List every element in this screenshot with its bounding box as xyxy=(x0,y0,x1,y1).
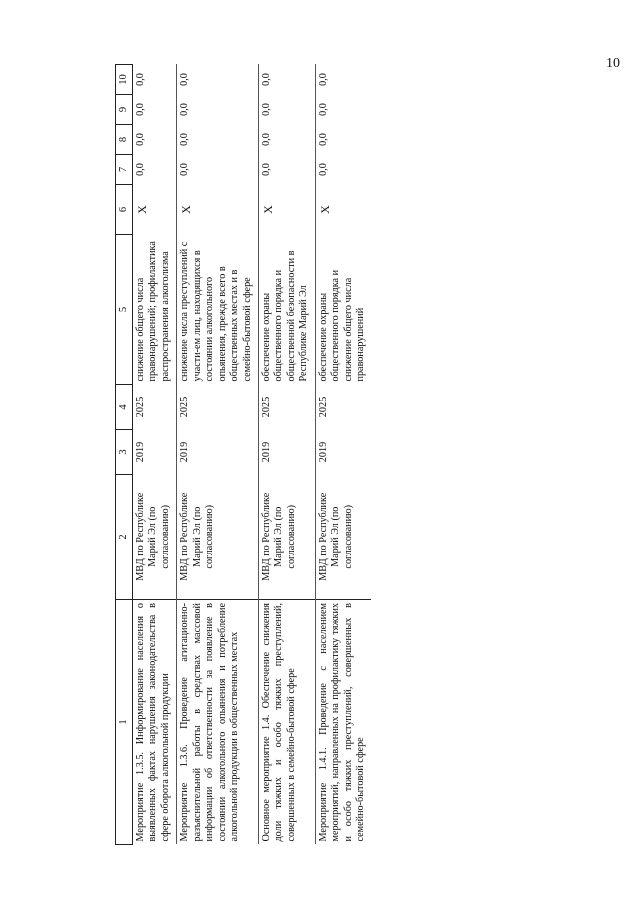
measure-name: Мероприятие 1.3.6. Проведение агитационно-разъяснительной работы в средствах массовой информации об ответственности за появление в состоянии алкогольного опьянения и потребление алкогольной продукции в общественных местах xyxy=(177,600,259,845)
expected-result: обеспечение охраны общественного порядка и общественной безопасности в Республике Марий Эл xyxy=(258,235,315,385)
column-header: 1 xyxy=(116,600,133,845)
table-row xyxy=(258,65,315,845)
value-col-7: 0,0 xyxy=(177,155,259,185)
executor: МВД по Республике Марий Эл (по согласованию) xyxy=(317,492,354,581)
column-header: 8 xyxy=(116,125,133,155)
table-row xyxy=(177,65,259,845)
measure-name: Мероприятие 1.4.1. Проведение с населением мероприятий, направленных на профилактику тяжких и особо тяжких преступлений, совершенных в семейно-бытовой сфере xyxy=(315,600,371,845)
executor: МВД по Республике Марий Эл (по согласованию) xyxy=(177,475,259,600)
start-year: 2019 xyxy=(317,441,329,463)
value-col-8: 0,0 xyxy=(133,125,177,155)
budget-code: Х xyxy=(258,185,315,235)
value-col-10: 0,0 xyxy=(317,73,329,86)
value-col-9: 0,0 xyxy=(258,95,315,125)
value-col-7: 0,0 xyxy=(258,155,315,185)
table-row xyxy=(315,65,371,845)
start-year: 2019 xyxy=(133,430,177,475)
column-header: 10 xyxy=(116,65,133,95)
column-header: 5 xyxy=(116,235,133,385)
end-year: 2025 xyxy=(133,385,177,430)
expected-result: обеспечение охраны общественного порядка и снижение общего числа правонарушений xyxy=(317,269,366,382)
end-year: 2025 xyxy=(317,396,329,418)
value-col-10: 0,0 xyxy=(133,65,177,95)
column-header: 7 xyxy=(116,155,133,185)
column-header: 6 xyxy=(116,185,133,235)
column-header: 9 xyxy=(116,95,133,125)
measure-name: Основное мероприятие 1.4. Обеспечение снижения доли тяжких и особо тяжких преступлений, совершенных в семейно-бытовой сфере xyxy=(258,600,315,845)
column-header: 4 xyxy=(116,385,133,430)
executor: МВД по Республике Марий Эл (по согласованию) xyxy=(258,475,315,600)
program-measures-table xyxy=(115,64,371,845)
executor: МВД по Республике Марий Эл (по согласованию) xyxy=(133,475,177,600)
value-col-7: 0,0 xyxy=(133,155,177,185)
start-year: 2019 xyxy=(258,430,315,475)
value-col-10: 0,0 xyxy=(258,65,315,95)
value-col-9: 0,0 xyxy=(133,95,177,125)
end-year: 2025 xyxy=(258,385,315,430)
rotated-table-container xyxy=(115,65,535,845)
value-col-9: 0,0 xyxy=(317,103,329,116)
value-col-8: 0,0 xyxy=(177,125,259,155)
column-header: 2 xyxy=(116,475,133,600)
budget-code: Х xyxy=(317,205,332,214)
value-col-9: 0,0 xyxy=(177,95,259,125)
expected-result: снижение общего числа правонарушений; профилактика распространения алкоголизма xyxy=(133,235,177,385)
value-col-8: 0,0 xyxy=(317,133,329,146)
expected-result: снижение числа преступлений с участи-ем лиц, находящихся в состоянии алкогольного опьянения, прежде всего в общественных местах и в семейно-бытовой сфере xyxy=(177,235,259,385)
page-number: 10 xyxy=(606,56,620,71)
column-header: 3 xyxy=(116,430,133,475)
value-col-8: 0,0 xyxy=(258,125,315,155)
start-year: 2019 xyxy=(177,430,259,475)
table-row xyxy=(133,65,177,845)
end-year: 2025 xyxy=(177,385,259,430)
value-col-10: 0,0 xyxy=(177,65,259,95)
column-number-header xyxy=(116,65,133,845)
value-col-7: 0,0 xyxy=(317,163,329,176)
budget-code: Х xyxy=(177,185,259,235)
measure-name: Мероприятие 1.3.5. Информирование населения о выявленных фактах нарушения законодательства в сфере оборота алкогольной продукции xyxy=(133,600,177,845)
budget-code: Х xyxy=(133,185,177,235)
